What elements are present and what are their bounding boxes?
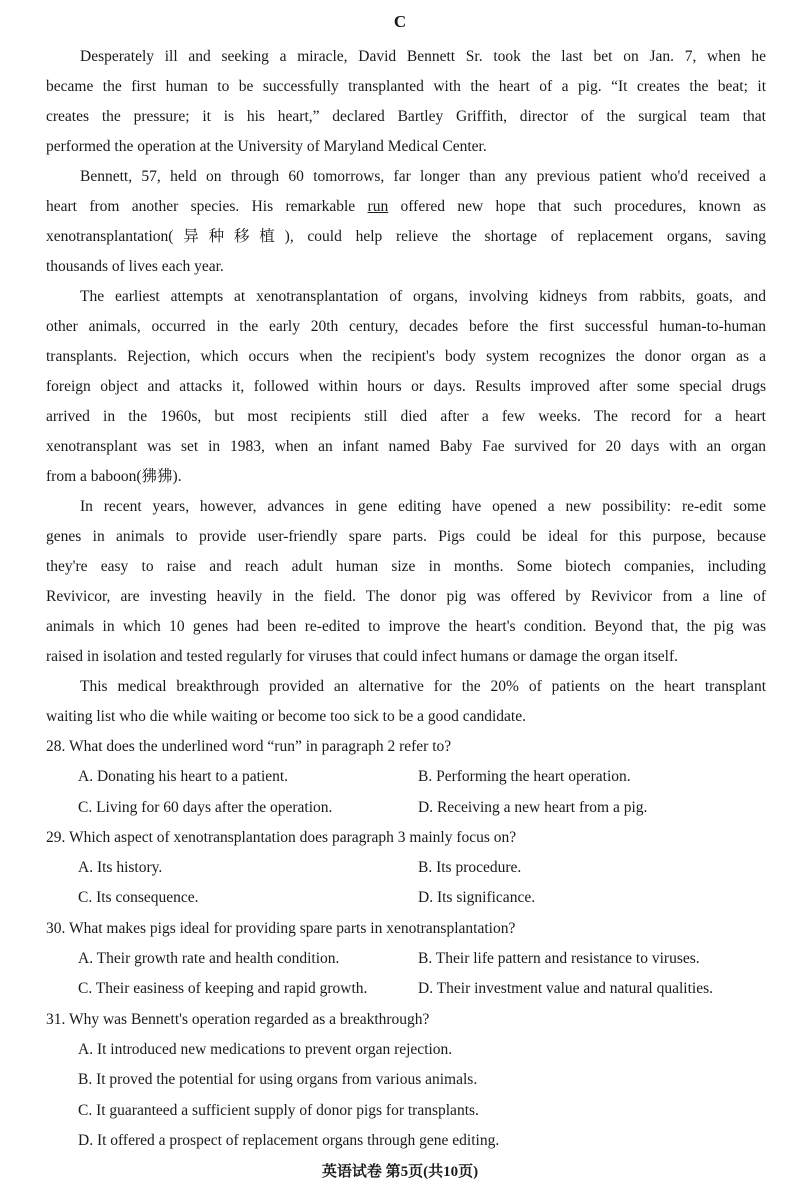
text-line: other animals, occurred in the early 20th century, decades before the first successful human-to-human xyxy=(46,318,766,335)
text-line: foreign object and attacks it, followed within hours or days. Results improved after some special drugs xyxy=(46,378,766,395)
text-line: arrived in the 1960s, but most recipients still died after a few weeks. The record for a heart xyxy=(46,408,766,425)
text-line: they're easy to raise and reach adult human size in months. Some biotech companies, including xyxy=(46,558,766,575)
question-stem: 30. What makes pigs ideal for providing spare parts in xenotransplantation? xyxy=(46,919,516,937)
text-line: raised in isolation and tested regularly for viruses that could infect humans or damage the organ itself. xyxy=(46,648,679,665)
option: B. Their life pattern and resistance to viruses. xyxy=(418,950,700,968)
passage-and-questions xyxy=(46,42,766,1156)
text-line: In recent years, however, advances in gene editing have opened a new possibility: re-edit some xyxy=(80,498,766,515)
question xyxy=(46,1005,766,1156)
paragraph xyxy=(46,282,766,492)
text-line: thousands of lives each year. xyxy=(46,258,224,275)
text-segment: offered new hope that such procedures, known as xyxy=(388,198,766,215)
option-row xyxy=(46,944,766,974)
text-line: The earliest attempts at xenotransplantation of organs, involving kidneys from rabbits, goats, and xyxy=(80,288,766,305)
paragraph xyxy=(46,162,766,282)
text-line: This medical breakthrough provided an alternative for the 20% of patients on the heart transplant xyxy=(80,678,766,695)
underlined-word: run xyxy=(367,198,389,215)
question xyxy=(46,823,766,914)
option-row xyxy=(46,793,766,823)
question-stem: 29. Which aspect of xenotransplantation does paragraph 3 mainly focus on? xyxy=(46,828,517,846)
text-line: Revivicor, are investing heavily in the field. The donor pig was offered by Revivicor from a line of xyxy=(46,588,766,605)
option-row xyxy=(46,1096,766,1126)
option: A. Their growth rate and health condition. xyxy=(78,950,340,968)
text-line: became the first human to be successfully transplanted with the heart of a pig. “It creates the beat; it xyxy=(46,78,766,95)
option-row xyxy=(46,853,766,883)
option: A. It introduced new medications to prevent organ rejection. xyxy=(78,1040,453,1058)
text-segment: heart from another species. His remarkable xyxy=(46,198,368,215)
option: D. Its significance. xyxy=(418,889,536,907)
text-line: animals in which 10 genes had been re-edited to improve the heart's condition. Beyond that, the pig was xyxy=(46,618,766,635)
option-row xyxy=(46,974,766,1004)
question xyxy=(46,732,766,823)
text-line: genes in animals to provide user-friendly spare parts. Pigs could be ideal for this purpose, because xyxy=(46,528,766,545)
text-line: waiting list who die while waiting or become too sick to be a good candidate. xyxy=(46,708,526,725)
paragraph xyxy=(46,672,766,732)
option: D. Their investment value and natural qualities. xyxy=(418,980,713,998)
option: C. It guaranteed a sufficient supply of donor pigs for transplants. xyxy=(78,1101,479,1119)
text-line: performed the operation at the University of Maryland Medical Center. xyxy=(46,138,487,155)
text-line: creates the pressure; it is his heart,” declared Bartley Griffith, director of the surgical team that xyxy=(46,108,766,125)
option: B. Its procedure. xyxy=(418,859,522,877)
option: B. It proved the potential for using organs from various animals. xyxy=(78,1071,478,1089)
option-row xyxy=(46,1065,766,1095)
option: A. Its history. xyxy=(78,859,163,877)
text-line: xenotransplant was set in 1983, when an infant named Baby Fae survived for 20 days with an organ xyxy=(46,438,766,455)
question-stem: 31. Why was Bennett's operation regarded as a breakthrough? xyxy=(46,1010,430,1028)
option: C. Living for 60 days after the operation. xyxy=(78,798,333,816)
option-row xyxy=(46,762,766,792)
text-line: Desperately ill and seeking a miracle, David Bennett Sr. took the last bet on Jan. 7, when he xyxy=(80,48,766,65)
question xyxy=(46,914,766,1005)
text-line: transplants. Rejection, which occurs when the recipient's body system recognizes the donor organ as a xyxy=(46,348,766,365)
paragraph xyxy=(46,42,766,162)
option-row xyxy=(46,883,766,913)
text-line: xenotransplantation(异种移植), could help relieve the shortage of replacement organs, saving xyxy=(46,228,766,245)
option-row xyxy=(46,1126,766,1156)
text-line: from a baboon(狒狒). xyxy=(46,468,182,485)
page-footer: 英语试卷 第5页(共10页) xyxy=(321,1164,479,1180)
option: A. Donating his heart to a patient. xyxy=(78,768,289,786)
option: D. It offered a prospect of replacement organs through gene editing. xyxy=(78,1131,500,1149)
option: B. Performing the heart operation. xyxy=(418,768,631,786)
option: C. Its consequence. xyxy=(78,889,199,907)
option: C. Their easiness of keeping and rapid growth. xyxy=(78,980,368,998)
option-row xyxy=(46,1035,766,1065)
option: D. Receiving a new heart from a pig. xyxy=(418,798,648,816)
text-line: Bennett, 57, held on through 60 tomorrows, far longer than any previous patient who'd received a xyxy=(80,168,766,185)
paragraph xyxy=(46,492,766,672)
text-line xyxy=(46,192,766,222)
question-stem: 28. What does the underlined word “run” in paragraph 2 refer to? xyxy=(46,738,452,755)
section-label: C xyxy=(393,12,407,31)
